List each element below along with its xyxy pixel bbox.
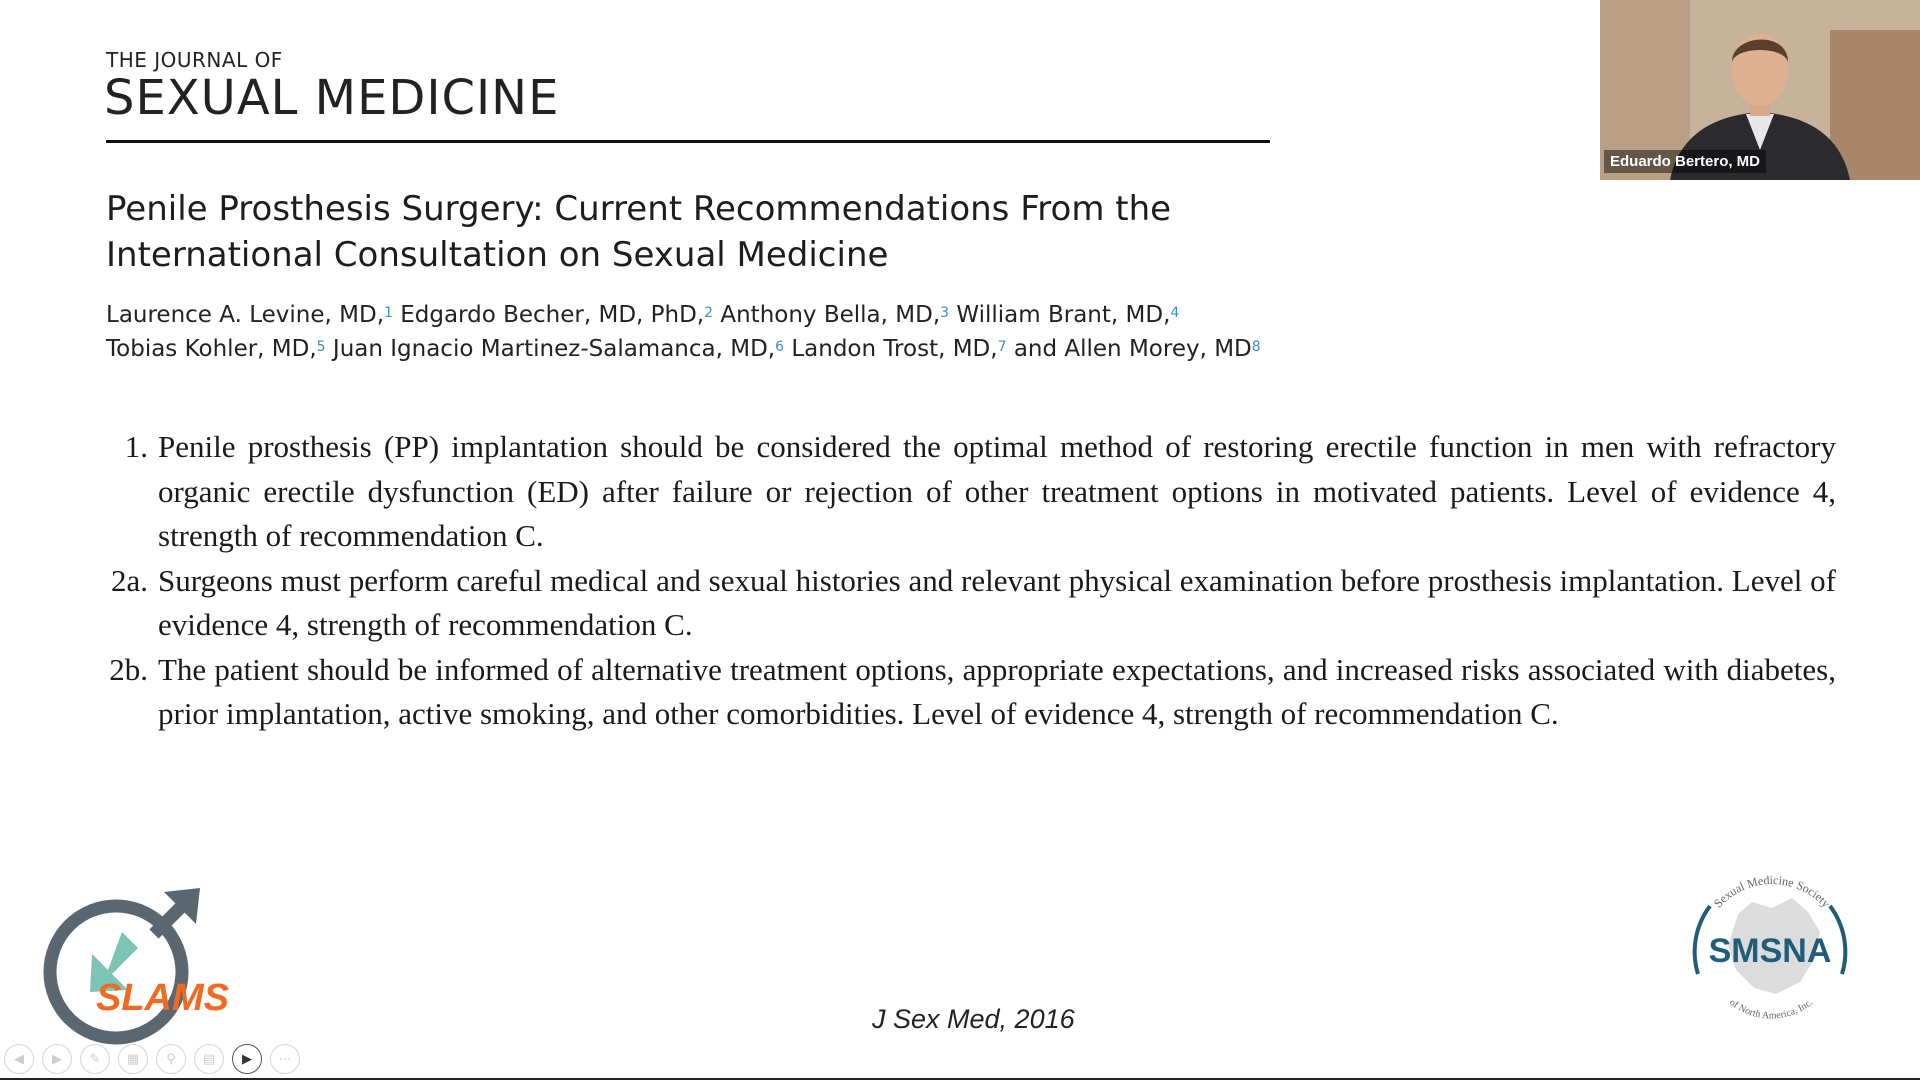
pen-icon[interactable]: ✎ [80,1044,110,1074]
smsna-wordmark: SMSNA [1708,932,1832,970]
author-affiliation: 8 [1251,339,1261,355]
author: Landon Trost, MD, [791,336,998,362]
article-title [106,186,1286,278]
back-icon[interactable]: ◀ [4,1044,34,1074]
author: Tobias Kohler, MD, [106,336,317,362]
recommendation-text: Surgeons must perform careful medical and sexual histories and relevant physical examination before prosthesis implantation. Level of evidence 4, strength of recommendation C. [158,562,1836,642]
smsna-ring-text-bottom: of North America, Inc. [1727,996,1815,1022]
slams-logo [34,884,264,1054]
presentation-toolbar [4,1044,300,1076]
author: Edgardo Becher, MD, PhD, [400,302,705,328]
recommendation-item [86,425,1836,559]
author-affiliation: 1 [384,305,393,321]
recommendation-text: Penile prosthesis (PP) implantation should be considered the optimal method of restoring erectile function in men with refractory organic erectile dysfunction (ED) after failure or rejection of other treatment options in motivated patients. Level of evidence 4, strength of recommendation C. [158,429,1836,553]
slides-icon[interactable]: ▦ [118,1044,148,1074]
subtitles-icon[interactable]: ▤ [194,1044,224,1074]
smsna-logo [1680,862,1860,1042]
recommendation-number: 2a. [110,562,148,598]
participant-name-label: Eduardo Bertero, MD [1604,150,1766,173]
article-title-line-1: Penile Prosthesis Surgery: Current Recommendations From the [106,189,1172,229]
author-affiliation: 4 [1170,305,1180,321]
article-title-line-2: International Consultation on Sexual Medicine [106,235,889,275]
camera-icon[interactable]: ▶ [232,1044,262,1074]
recommendations-list [86,425,1836,737]
more-icon[interactable]: ⋯ [270,1044,300,1074]
author: Juan Ignacio Martinez-Salamanca, MD, [332,336,776,362]
author-list [106,298,1261,366]
recommendation-number: 1. [124,429,148,464]
author-affiliation: 5 [316,339,326,355]
recommendation-item [86,559,1836,648]
smsna-ring-text-top: Sexual Medicine Society [1710,872,1834,911]
author-affiliation: 3 [940,305,950,321]
author-affiliation: 7 [997,339,1007,355]
citation: J Sex Med, 2016 [872,1004,1075,1034]
zoom-icon[interactable]: ⚲ [156,1044,186,1074]
forward-icon[interactable]: ▶ [42,1044,72,1074]
smsna-ring-right [1830,906,1845,974]
video-wall-right [1830,30,1920,180]
author-affiliation: 2 [704,305,714,321]
author: William Brant, MD, [956,302,1171,328]
recommendation-number: 2b. [109,651,148,687]
slams-wordmark: SLAMS [96,977,229,1019]
author-affiliation: 6 [775,339,785,355]
author: and Allen Morey, MD [1013,336,1252,362]
authors-line-1 [106,298,1261,332]
recommendation-text: The patient should be informed of alternative treatment options, appropriate expectations, and increased risks associated with diabetes, prior implantation, active smoking, and other comorbidities. Level of evidence 4, strength of recommendation C. [158,651,1836,731]
journal-divider [106,140,1270,143]
journal-name-small: THE JOURNAL OF [106,48,283,72]
recommendation-item [86,648,1836,737]
authors-line-2 [106,332,1261,366]
author: Anthony Bella, MD, [720,302,941,328]
journal-name-large: SEXUAL MEDICINE [104,70,560,126]
author: Laurence A. Levine, MD, [106,302,384,328]
